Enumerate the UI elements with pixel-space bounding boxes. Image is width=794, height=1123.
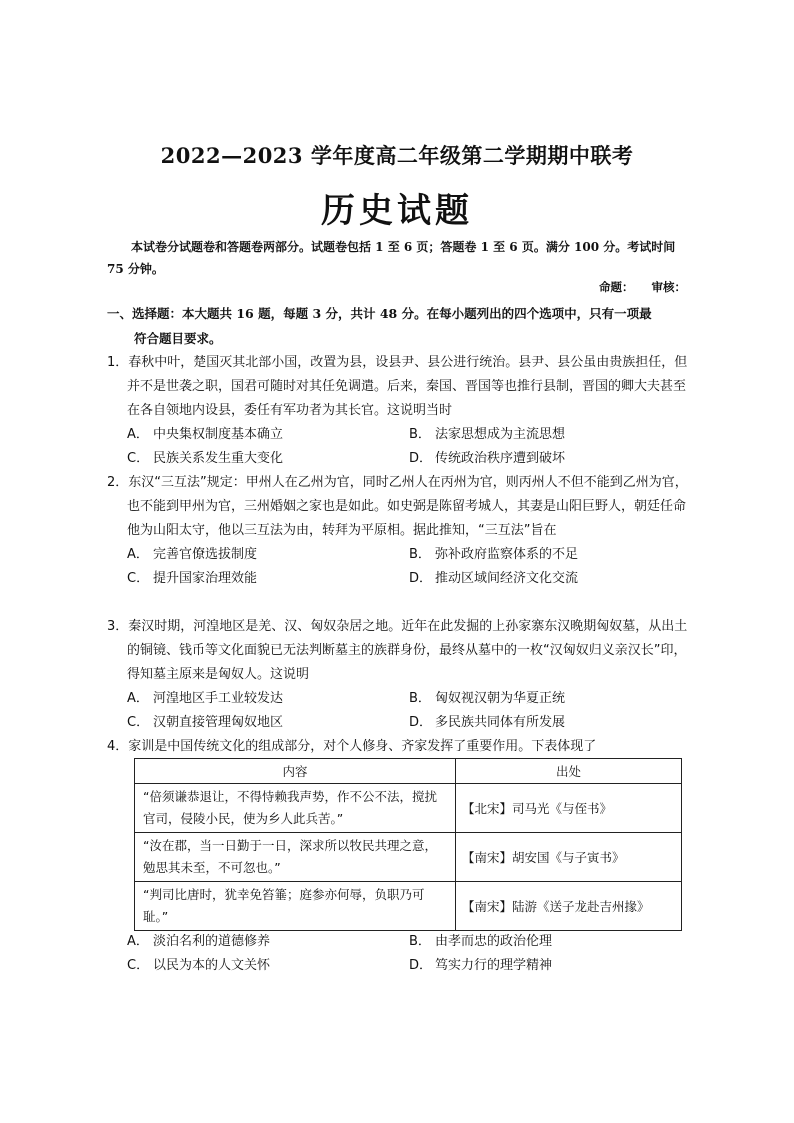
option-letter: C． (127, 571, 150, 586)
question-number: 4． (107, 739, 129, 754)
option-text: 匈奴视汉朝为华夏正统 (435, 691, 566, 706)
option-text: 弥补政府监察体系的不足 (435, 547, 579, 562)
table-cell-content: “判司比唐时，犹幸免笞箠；庭参亦何辱，负职乃可耻。” (135, 882, 456, 931)
option-b[interactable] (409, 423, 709, 447)
option-a[interactable] (127, 930, 409, 954)
table-cell-content: “汝在郡，当一日勤于一日，深求所以牧民共理之意，勉思其未至，不可忽也。” (135, 833, 456, 882)
option-d[interactable] (409, 954, 709, 978)
sign-line (585, 279, 686, 295)
section-heading (107, 301, 697, 351)
question-number: 1． (107, 355, 129, 370)
option-text: 完善官僚选拔制度 (153, 547, 258, 562)
options (107, 423, 692, 471)
table-cell-content: “倍须谦恭退让，不得恃赖我声势，作不公不法，搅扰官司，侵陵小民，使为乡人此兵苦。” (135, 784, 456, 833)
family-precepts-table (134, 758, 682, 931)
author-label: 命题： (598, 280, 634, 294)
option-letter: A． (127, 547, 149, 562)
option-letter: B． (409, 427, 431, 442)
option-c[interactable] (127, 711, 409, 735)
option-text: 民族关系发生重大变化 (153, 451, 284, 466)
option-b[interactable] (409, 930, 709, 954)
question-text: 秦汉时期，河湟地区是羌、汉、匈奴杂居之地。近年在此发掘的上孙家寨东汉晚期匈奴墓，从出土的铜镜、钱币等文化面貌已无法判断墓主的族群身份，最终从墓中的一枚“汉匈奴归义亲汉长”印，得知墓主原来是匈奴人。这说明 (127, 619, 688, 682)
question-1 (107, 351, 692, 471)
question-text: 家训是中国传统文化的组成部分，对个人修身、齐家发挥了重要作用。下表体现了 (128, 739, 597, 754)
question-stem (107, 615, 692, 687)
table-row (135, 833, 682, 882)
options (107, 543, 692, 591)
table-header-row (135, 759, 682, 784)
option-letter: D． (409, 715, 433, 730)
subject-title: 历史试题 (321, 191, 473, 231)
question-number: 2． (107, 475, 129, 490)
table-cell-source: 【北宋】司马光《与侄书》 (456, 784, 682, 833)
exam-title: 2022—2023 学年度高二年级第二学期期中联考 (160, 143, 634, 168)
option-b[interactable] (409, 687, 709, 711)
option-a[interactable] (127, 687, 409, 711)
option-text: 河湟地区手工业较发达 (153, 691, 284, 706)
options (107, 687, 692, 735)
option-text: 汉朝直接管理匈奴地区 (153, 715, 284, 730)
option-text: 淡泊名利的道德修养 (153, 934, 271, 949)
option-text: 推动区域间经济文化交流 (435, 571, 579, 586)
option-letter: A． (127, 691, 149, 706)
question-2 (107, 471, 692, 591)
option-text: 中央集权制度基本确立 (153, 427, 284, 442)
question-4-options (107, 930, 692, 978)
option-text: 提升国家治理效能 (153, 571, 258, 586)
option-text: 由孝而忠的政治伦理 (435, 934, 553, 949)
question-stem (107, 351, 692, 423)
table-row (135, 784, 682, 833)
option-d[interactable] (409, 447, 709, 471)
option-letter: B． (409, 691, 431, 706)
option-text: 法家思想成为主流思想 (435, 427, 566, 442)
option-letter: D． (409, 571, 433, 586)
option-letter: C． (127, 715, 150, 730)
option-letter: B． (409, 934, 431, 949)
option-b[interactable] (409, 543, 709, 567)
table-cell-source: 【南宋】陆游《送子龙赴吉州掾》 (456, 882, 682, 931)
options (107, 930, 692, 978)
option-letter: D． (409, 451, 433, 466)
option-a[interactable] (127, 423, 409, 447)
option-text: 传统政治秩序遭到破坏 (435, 451, 566, 466)
question-text: 春秋中叶，楚国灭其北部小国，改置为县，设县尹、县公进行统治。县尹、县公虽由贵族担任，但并不是世袭之职，国君可随时对其任免调遣。后来，秦国、晋国等也推行县制，晋国的卿大夫甚至在各自领地内设县，委任有军功者为其长官。这说明当时 (127, 355, 688, 418)
option-text: 笃实力行的理学精神 (435, 958, 553, 973)
option-c[interactable] (127, 567, 409, 591)
table-row (135, 882, 682, 931)
question-3 (107, 615, 692, 735)
section-heading-line-1: 一、选择题：本大题共 16 题，每题 3 分，共计 48 分。在每小题列出的四个选项中，只有一项最 (107, 306, 652, 321)
option-text: 以民为本的人文关怀 (153, 958, 271, 973)
option-d[interactable] (409, 711, 709, 735)
option-letter: B． (409, 547, 431, 562)
option-c[interactable] (127, 447, 409, 471)
option-a[interactable] (127, 543, 409, 567)
option-letter: C． (127, 958, 150, 973)
table-cell-source: 【南宋】胡安国《与子寅书》 (456, 833, 682, 882)
question-number: 3． (107, 619, 129, 634)
option-c[interactable] (127, 954, 409, 978)
option-d[interactable] (409, 567, 709, 591)
table-header-source: 出处 (456, 759, 682, 784)
option-letter: D． (409, 958, 433, 973)
option-letter: A． (127, 934, 149, 949)
question-stem (107, 471, 692, 543)
reviewer-label: 审核： (651, 280, 686, 294)
option-text: 多民族共同体有所发展 (435, 715, 566, 730)
section-heading-line-2: 符合题目要求。 (134, 331, 222, 346)
option-letter: C． (127, 451, 150, 466)
exam-instructions: 本试卷分试题卷和答题卷两部分。试题卷包括 1 至 6 页；答题卷 1 至 6 页。满分 100 分。考试时间 75 分钟。 (107, 240, 676, 276)
question-stem (107, 735, 692, 759)
question-4 (107, 735, 692, 759)
option-letter: A． (127, 427, 149, 442)
question-text: 东汉“三互法”规定：甲州人在乙州为官，同时乙州人在丙州为官，则丙州人不但不能到乙州为官，也不能到甲州为官，三州婚姻之家也是如此。如史弼是陈留考城人，其妻是山阳巨野人，朝廷任命他为山阳太守，他以三互法为由，转拜为平原相。据此推知，“三互法”旨在 (127, 475, 688, 538)
table-header-content: 内容 (135, 759, 456, 784)
